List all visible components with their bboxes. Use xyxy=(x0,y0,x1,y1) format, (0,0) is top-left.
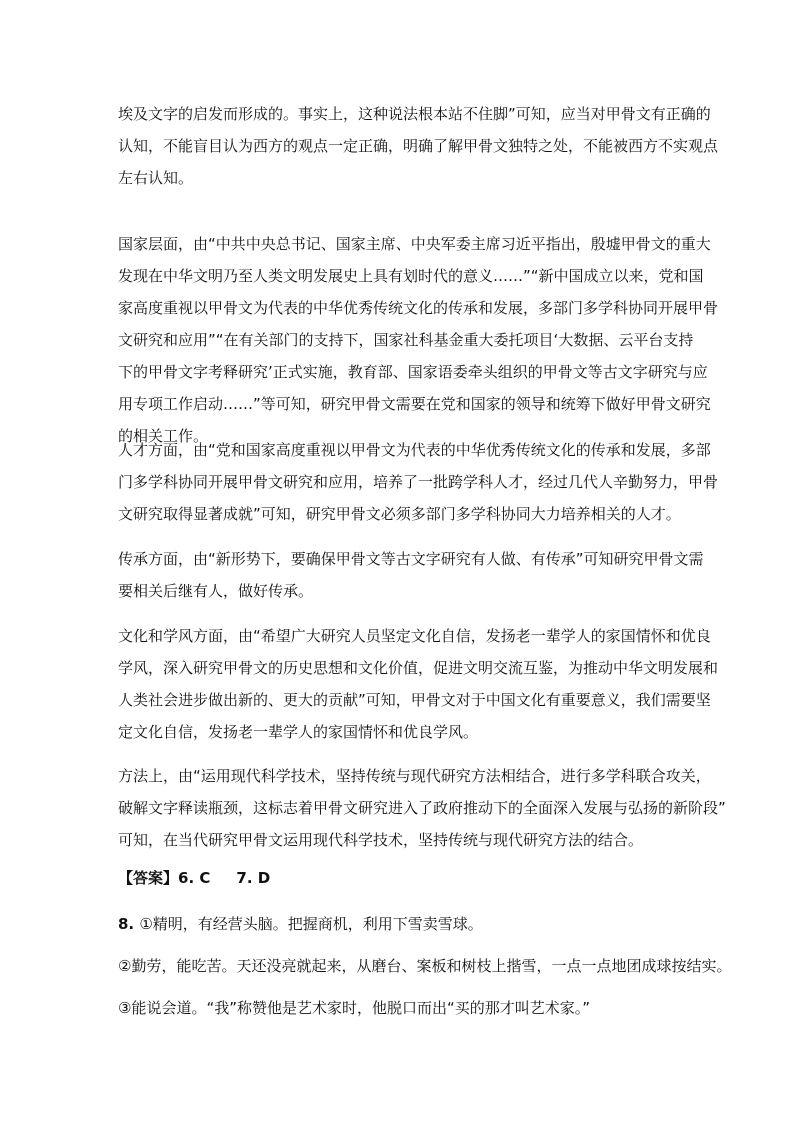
text-line: 文研究和应用”“在有关部门的支持下，国家社科基金重大委托项目‘大数据、云平台支持 xyxy=(118,331,694,349)
text-line: 认知，不能盲目认为西方的观点一定正确，明确了解甲骨文独特之处，不能被西方不实观点 xyxy=(118,137,719,155)
text-line: 可知，在当代研究甲骨文运用现代科学技术，坚持传统与现代研究方法的结合。 xyxy=(118,831,644,849)
text-line: 左右认知。 xyxy=(118,169,194,187)
answer-q6: 6. C xyxy=(178,869,211,887)
text-line: 定文化自信，发扬老一辈学人的家国情怀和优良学风。 xyxy=(118,723,479,741)
text-line: 方法上，由“运用现代科学技术，坚持传统与现代研究方法相结合，进行多学科联合攻关， xyxy=(118,767,711,785)
q8-item-1 xyxy=(118,908,698,940)
text-line: 的相关工作。 xyxy=(118,427,209,445)
q8-number: 8. xyxy=(118,915,140,933)
text-line: 学风，深入研究甲骨文的历史思想和文化价值，促进文明交流互鉴，为推动中华文明发展和 xyxy=(118,659,719,677)
text-line: 要相关后继有人，做好传承。 xyxy=(118,582,314,600)
answer-q7: 7. D xyxy=(236,869,271,887)
text-line: 人类社会进步做出新的、更大的贡献”可知，甲骨文对于中国文化有重要意义，我们需要坚 xyxy=(118,691,711,709)
q8-item-3: ③能说会道。“我”称赞他是艺术家时，他脱口而出“买的那才叫艺术家。” xyxy=(118,999,591,1017)
text-line: 国家层面，由“中共中央总书记、国家主席、中央军委主席习近平指出，殷墟甲骨文的重大 xyxy=(118,235,711,253)
paragraph-intro xyxy=(118,98,719,194)
text-line: 发现在中华文明乃至人类文明发展史上具有划时代的意义……”“新中国成立以来，党和国 xyxy=(118,267,704,285)
text-line: 下的甲骨文字考释研究’正式实施，教育部、国家语委牵头组织的甲骨文等古文字研究与应 xyxy=(118,363,708,381)
paragraph-culture xyxy=(118,620,719,748)
text-line: 用专项工作启动……”等可知，研究甲骨文需要在党和国家的领导和统筹下做好甲骨文研究 xyxy=(118,395,711,413)
answer-line xyxy=(118,862,698,894)
q8-item-2: ②勤劳，能吃苦。天还没亮就起来，从磨台、案板和树枝上揩雪，一点一点地团成球按结实。 xyxy=(118,957,732,975)
paragraph-talent xyxy=(118,434,719,530)
answer-section xyxy=(118,862,698,894)
answer-label: 【答案】 xyxy=(118,869,179,887)
paragraph-national-level xyxy=(118,228,719,452)
q8-item-1-text: ①精明，有经营头脑。把握商机，利用下雪卖雪球。 xyxy=(139,915,483,933)
text-line: 破解文字释读瓶颈，这标志着甲骨文研究进入了政府推动下的全面深入发展与弘扬的新阶段” xyxy=(118,799,726,817)
text-line: 埃及文字的启发而形成的。事实上，这种说法根本站不住脚”可知，应当对甲骨文有正确的 xyxy=(118,105,711,123)
text-line: 人才方面，由“党和国家高度重视以甲骨文为代表的中华优秀传统文化的传承和发展，多部 xyxy=(118,441,711,459)
question-8-section xyxy=(118,908,732,1024)
paragraph-inheritance xyxy=(118,543,704,607)
text-line: 文化和学风方面，由“希望广大研究人员坚定文化自信，发扬老一辈学人的家国情怀和优良 xyxy=(118,627,711,645)
paragraph-method xyxy=(118,760,726,856)
text-line: 传承方面，由“新形势下，要确保甲骨文等古文字研究有人做、有传承”可知研究甲骨文需 xyxy=(118,550,704,568)
text-line: 门多学科协同开展甲骨文研究和应用，培养了一批跨学科人才，经过几代人辛勤努力，甲骨 xyxy=(118,473,719,491)
text-line: 文研究取得显著成就”可知，研究甲骨文必须多部门多学科协同大力培养相关的人才。 xyxy=(118,505,681,523)
text-line: 家高度重视以甲骨文为代表的中华优秀传统文化的传承和发展，多部门多学科协同开展甲骨 xyxy=(118,299,719,317)
